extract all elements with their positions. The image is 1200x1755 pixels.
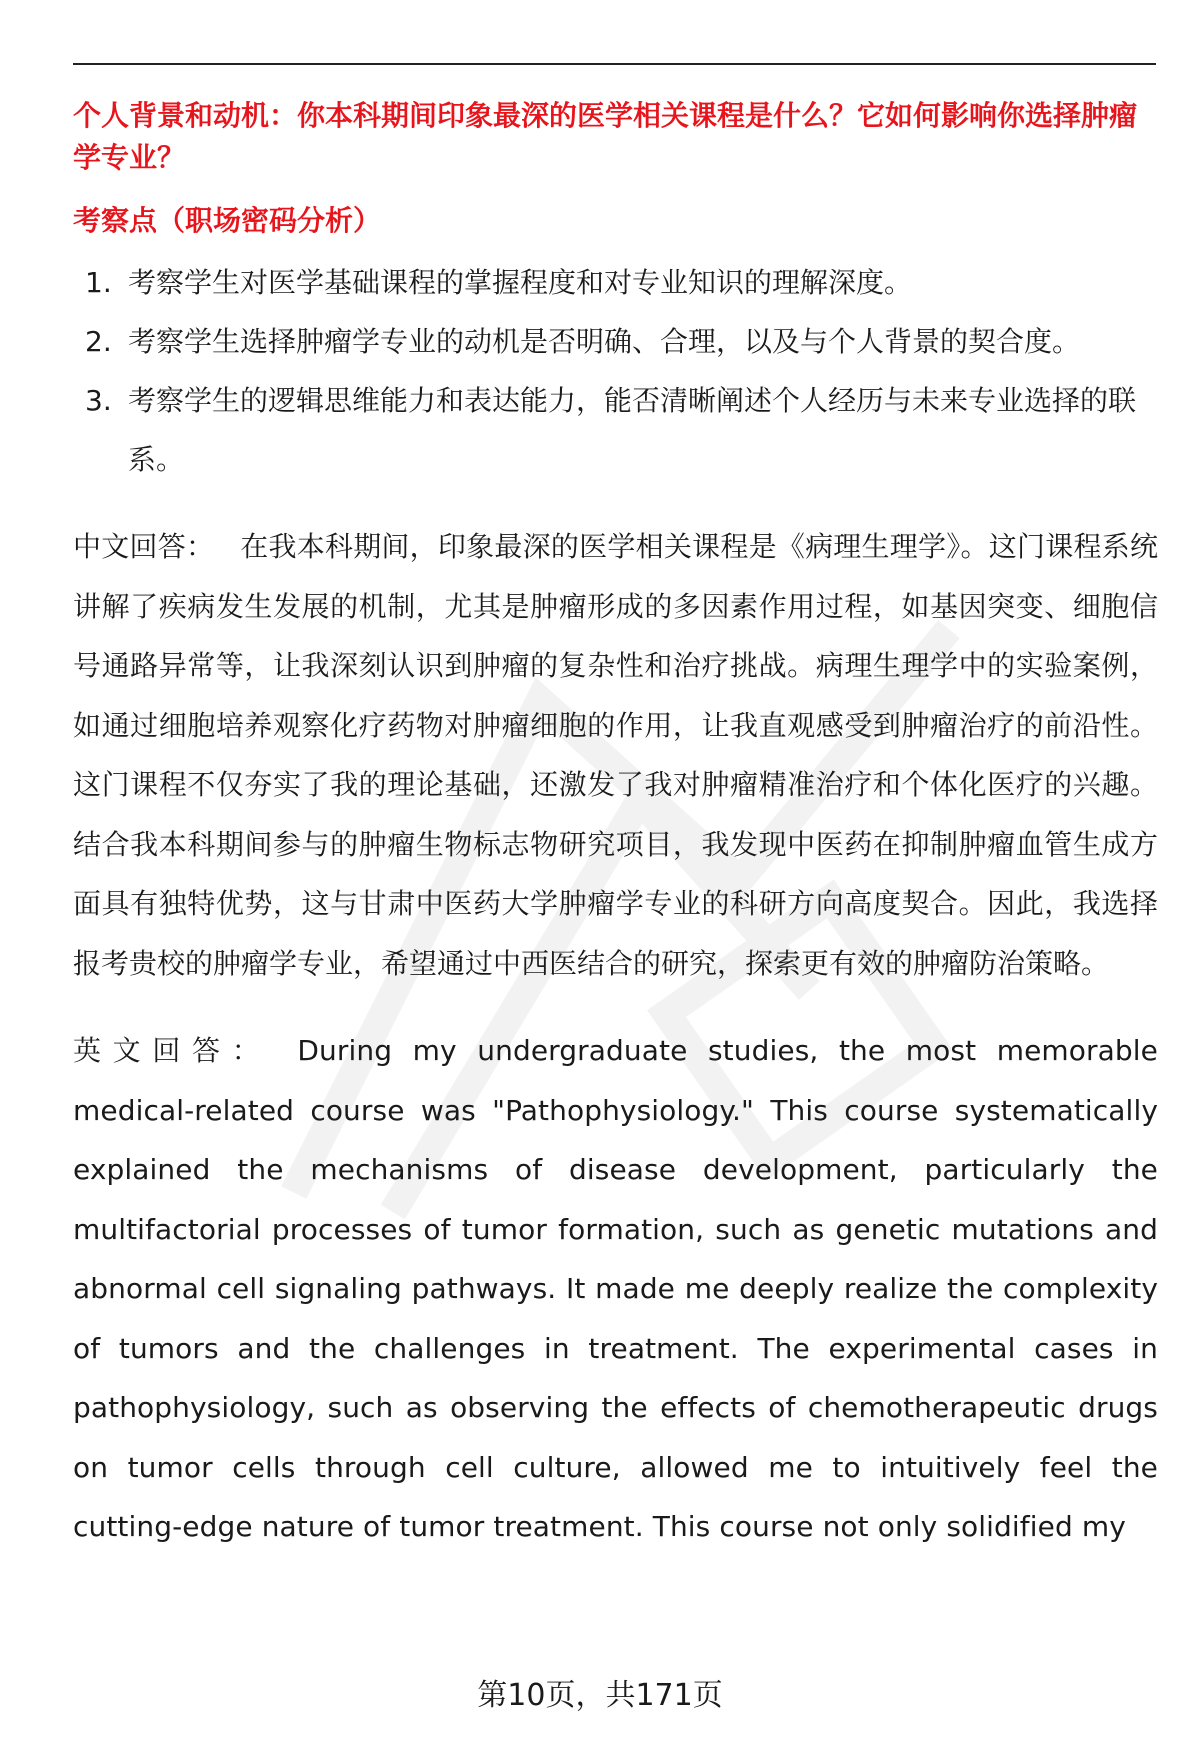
list-item bbox=[73, 253, 1158, 312]
chinese-answer-label: 中文回答： bbox=[73, 530, 215, 563]
list-item-number: 3. bbox=[85, 384, 112, 417]
list-item-text: 考察学生选择肿瘤学专业的动机是否明确、合理，以及与个人背景的契合度。 bbox=[128, 325, 1081, 358]
question-heading: 个人背景和动机：你本科期间印象最深的医学相关课程是什么？它如何影响你选择肿瘤学专业？ bbox=[73, 99, 1138, 174]
english-answer-text: During my undergraduate studies, the most memorable medical-related course was "Pathophysiology." This course systematically explained the mechanisms of disease development, particularly the multifactorial processes of tumor formation, such as genetic mutations and abnormal cell signaling pathways. It made me deeply realize the complexity of tumors and the challenges in treatment. The experimental cases in pathophysiology, such as observing the effects of chemotherapeutic drugs on tumor cells through cell culture, allowed me to intuitively feel the cutting-edge nature of tumor treatment. This course not only solidified my bbox=[73, 1034, 1158, 1543]
english-answer bbox=[73, 1021, 1158, 1557]
list-item bbox=[73, 371, 1158, 489]
assessment-points-title: 考察点（职场密码分析） bbox=[73, 204, 382, 237]
list-item bbox=[73, 312, 1158, 371]
list-item-number: 1. bbox=[85, 266, 112, 299]
chinese-answer-text: 在我本科期间，印象最深的医学相关课程是《病理生理学》。这门课程系统讲解了疾病发生发展的机制，尤其是肿瘤形成的多因素作用过程，如基因突变、细胞信号通路异常等，让我深刻认识到肿瘤的复杂性和治疗挑战。病理生理学中的实验案例，如通过细胞培养观察化疗药物对肿瘤细胞的作用，让我直观感受到肿瘤治疗的前沿性。这门课程不仅夯实了我的理论基础，还激发了我对肿瘤精准治疗和个体化医疗的兴趣。结合我本科期间参与的肿瘤生物标志物研究项目，我发现中医药在抑制肿瘤血管生成方面具有独特优势，这与甘肃中医药大学肿瘤学专业的科研方向高度契合。因此，我选择报考贵校的肿瘤学专业，希望通过中西医结合的研究，探索更有效的肿瘤防治策略。 bbox=[73, 530, 1158, 980]
page-number-footer: 第10页，共171页 bbox=[477, 1678, 723, 1713]
main-content bbox=[73, 95, 1158, 1557]
chinese-answer bbox=[73, 517, 1158, 993]
list-item-number: 2. bbox=[85, 325, 112, 358]
header-divider bbox=[73, 63, 1156, 65]
english-answer-label: 英文回答： bbox=[73, 1034, 272, 1067]
assessment-points-list bbox=[73, 253, 1158, 489]
list-item-text: 考察学生对医学基础课程的掌握程度和对专业知识的理解深度。 bbox=[128, 266, 913, 299]
list-item-text: 考察学生的逻辑思维能力和表达能力，能否清晰阐述个人经历与未来专业选择的联系。 bbox=[128, 384, 1137, 476]
